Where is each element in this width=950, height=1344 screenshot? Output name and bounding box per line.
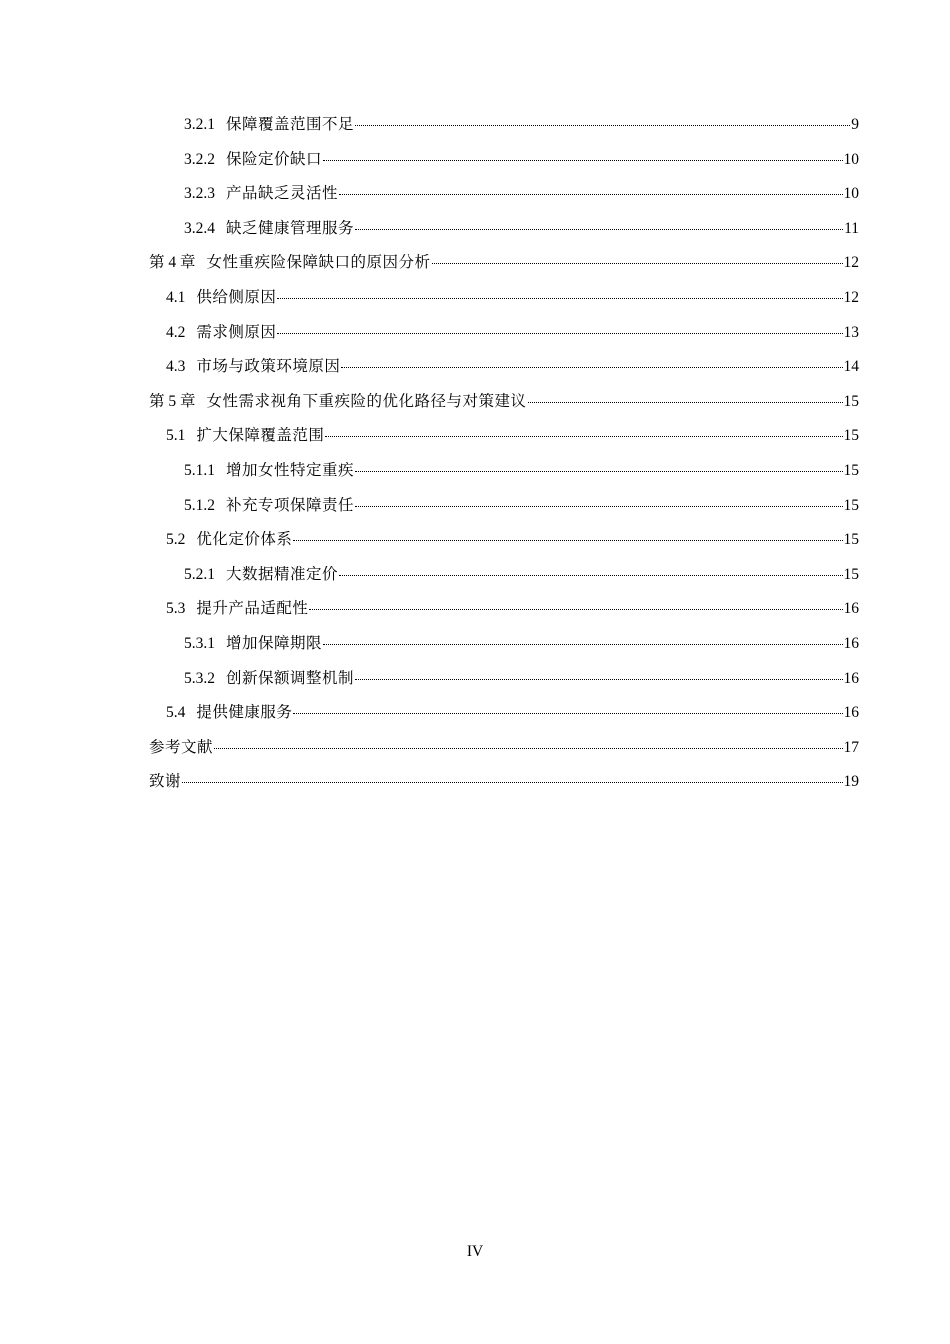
toc-entry-number: 5.2.1 xyxy=(184,565,215,583)
toc-dot-leader xyxy=(355,228,843,230)
toc-entry-number: 3.2.2 xyxy=(184,150,215,168)
toc-entry-page: 10 xyxy=(843,185,859,203)
toc-entry[interactable] xyxy=(149,454,859,489)
toc-entry-title: 产品缺乏灵活性 xyxy=(226,185,339,203)
toc-entry-page: 16 xyxy=(843,704,859,722)
page-number: IV xyxy=(466,1243,484,1260)
toc-entry-number: 第 4 章 xyxy=(149,254,196,272)
toc-dot-leader xyxy=(325,435,842,437)
toc-dot-leader xyxy=(277,332,842,334)
toc-dot-leader xyxy=(355,505,842,507)
toc-entry[interactable] xyxy=(149,385,859,420)
toc-entry-title: 优化定价体系 xyxy=(196,531,293,549)
toc-entry[interactable] xyxy=(149,281,859,316)
toc-entry[interactable] xyxy=(149,350,859,385)
toc-entry[interactable] xyxy=(149,316,859,351)
toc-entry-title: 增加保障期限 xyxy=(226,634,323,652)
toc-entry-title: 女性重疾险保障缺口的原因分析 xyxy=(206,254,431,272)
toc-entry[interactable] xyxy=(149,731,859,766)
toc-entry-page: 19 xyxy=(843,773,859,791)
toc-dot-leader xyxy=(355,124,850,126)
toc-entry-page: 16 xyxy=(843,600,859,618)
toc-entry-number: 5.4 xyxy=(166,704,186,722)
table-of-contents xyxy=(149,108,859,800)
toc-entry-page: 13 xyxy=(843,323,859,341)
toc-entry[interactable] xyxy=(149,177,859,212)
toc-entry[interactable] xyxy=(149,143,859,178)
toc-entry-page: 10 xyxy=(843,150,859,168)
toc-dot-leader xyxy=(182,781,842,783)
toc-dot-leader xyxy=(432,262,843,264)
toc-dot-leader xyxy=(355,470,842,472)
toc-entry-page: 15 xyxy=(843,531,859,549)
toc-entry[interactable] xyxy=(149,212,859,247)
toc-entry-number: 4.3 xyxy=(166,358,186,376)
toc-entry-page: 9 xyxy=(851,116,859,133)
toc-entry-title: 供给侧原因 xyxy=(196,288,277,306)
toc-entry-title: 增加女性特定重疾 xyxy=(226,461,355,479)
toc-entry-page: 15 xyxy=(843,565,859,583)
toc-entry-number: 4.1 xyxy=(166,288,186,306)
toc-dot-leader xyxy=(309,608,842,610)
toc-entry-page: 12 xyxy=(843,288,859,306)
toc-entry-number: 5.1.2 xyxy=(184,496,215,514)
toc-entry-number: 5.3.2 xyxy=(184,669,215,687)
toc-entry[interactable] xyxy=(149,246,859,281)
toc-entry-number: 3.2.4 xyxy=(184,219,215,237)
toc-entry-page: 16 xyxy=(843,669,859,687)
toc-entry-title: 提升产品适配性 xyxy=(196,600,309,618)
toc-entry-number: 5.1.1 xyxy=(184,461,215,479)
toc-dot-leader xyxy=(355,678,842,680)
toc-entry-title: 市场与政策环境原因 xyxy=(196,358,341,376)
toc-entry-title: 致谢 xyxy=(149,773,182,791)
toc-entry[interactable] xyxy=(149,662,859,697)
toc-entry-page: 17 xyxy=(843,738,859,756)
toc-dot-leader xyxy=(277,297,842,299)
toc-entry-title: 缺乏健康管理服务 xyxy=(226,219,355,237)
toc-entry-page: 14 xyxy=(843,358,859,376)
toc-entry-number: 5.3 xyxy=(166,600,186,618)
toc-entry-number: 第 5 章 xyxy=(149,392,196,410)
toc-entry-title: 大数据精准定价 xyxy=(226,565,339,583)
toc-entry[interactable] xyxy=(149,419,859,454)
toc-entry[interactable] xyxy=(149,523,859,558)
toc-entry-title: 参考文献 xyxy=(149,738,214,756)
toc-entry[interactable] xyxy=(149,489,859,524)
toc-entry-title: 保障覆盖范围不足 xyxy=(226,116,355,133)
toc-entry-page: 15 xyxy=(843,461,859,479)
toc-entry-title: 女性需求视角下重疾险的优化路径与对策建议 xyxy=(206,392,527,410)
toc-entry-number: 5.2 xyxy=(166,531,186,549)
toc-entry-title: 保险定价缺口 xyxy=(226,150,323,168)
toc-entry-number: 5.3.1 xyxy=(184,634,215,652)
toc-entry-title: 补充专项保障责任 xyxy=(226,496,355,514)
toc-entry-page: 12 xyxy=(843,254,859,272)
toc-entry[interactable] xyxy=(149,592,859,627)
toc-entry[interactable] xyxy=(149,627,859,662)
toc-dot-leader xyxy=(214,747,842,749)
toc-entry[interactable] xyxy=(149,696,859,731)
toc-entry-number: 4.2 xyxy=(166,323,186,341)
toc-dot-leader xyxy=(339,574,842,576)
toc-dot-leader xyxy=(293,712,842,714)
toc-entry-page: 11 xyxy=(844,219,859,237)
toc-entry[interactable] xyxy=(149,765,859,800)
toc-entry-page: 15 xyxy=(843,392,859,410)
toc-entry-page: 16 xyxy=(843,634,859,652)
toc-dot-leader xyxy=(323,643,842,645)
toc-entry-number: 3.2.1 xyxy=(184,116,215,133)
toc-entry-title: 提供健康服务 xyxy=(196,704,293,722)
toc-entry-number: 5.1 xyxy=(166,427,186,445)
toc-entry-title: 扩大保障覆盖范围 xyxy=(196,427,325,445)
toc-dot-leader xyxy=(323,159,842,161)
toc-entry-number: 3.2.3 xyxy=(184,185,215,203)
toc-entry-title: 需求侧原因 xyxy=(196,323,277,341)
toc-dot-leader xyxy=(341,366,842,368)
toc-entry-page: 15 xyxy=(843,427,859,445)
toc-entry-page: 15 xyxy=(843,496,859,514)
toc-entry[interactable] xyxy=(149,558,859,593)
toc-dot-leader xyxy=(339,193,842,195)
toc-entry[interactable] xyxy=(149,108,859,143)
toc-dot-leader xyxy=(528,401,843,403)
toc-entry-title: 创新保额调整机制 xyxy=(226,669,355,687)
toc-dot-leader xyxy=(293,539,842,541)
